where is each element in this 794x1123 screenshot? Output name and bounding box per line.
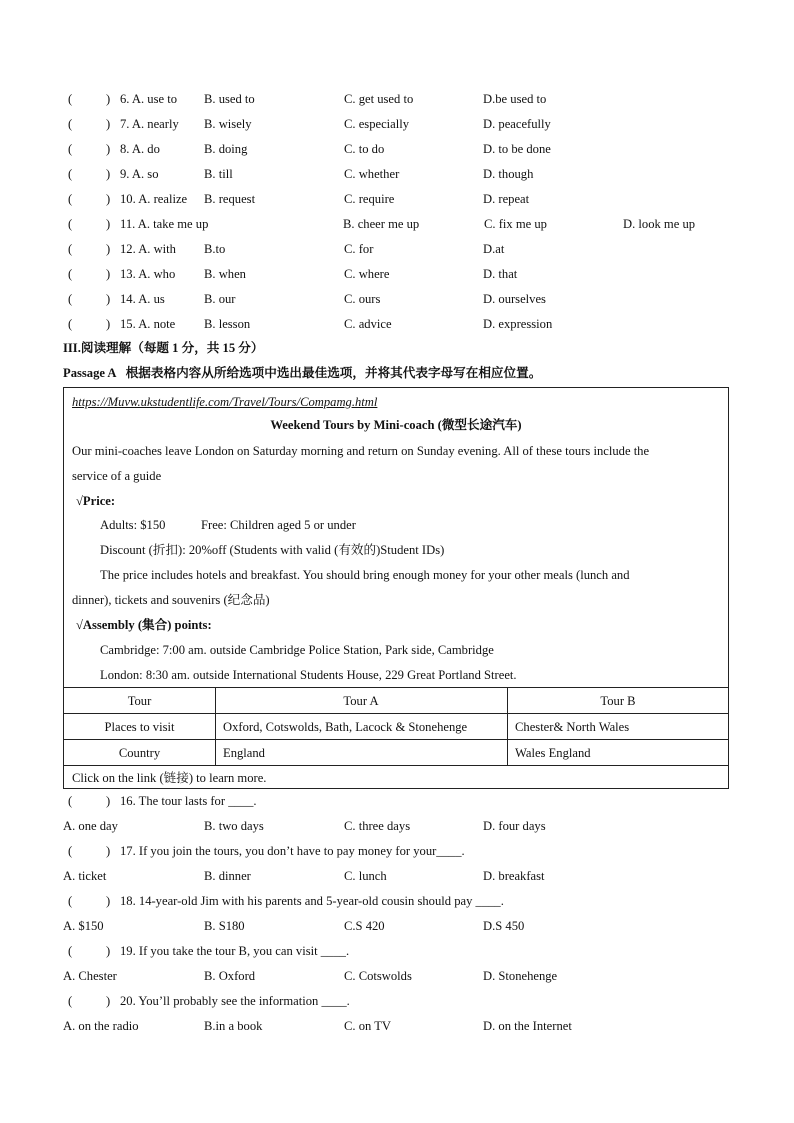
option-d: D.S 450 — [483, 919, 525, 933]
option-b: B. request — [204, 192, 256, 206]
option-c: C. for — [344, 242, 374, 256]
option-d: D. ourselves — [483, 292, 546, 306]
ad-url-link[interactable]: https://Muvw.ukstudentlife.com/Travel/Tours/Compamg.html — [72, 395, 378, 409]
price-free: Free: Children aged 5 or under — [201, 518, 356, 532]
option-d: D. that — [483, 267, 518, 281]
question-stem: 19. If you take the tour B, you can visit ____. — [120, 944, 350, 958]
table-border-row-1 — [64, 713, 728, 714]
option-c: C. whether — [344, 167, 400, 181]
answer-bracket-open[interactable]: ( — [68, 894, 73, 908]
passage-header — [63, 365, 541, 381]
option-d: D. though — [483, 167, 534, 181]
option-c: C. fix me up — [484, 217, 547, 231]
option-a: 12. A. with — [120, 242, 176, 256]
question-stem: 16. The tour lasts for ____. — [120, 794, 257, 808]
option-c: C. three days — [344, 819, 411, 833]
option-a: 6. A. use to — [120, 92, 178, 106]
option-b: B. S180 — [204, 919, 245, 933]
option-c: C. ours — [344, 292, 381, 306]
question-stem: 17. If you join the tours, you don’t have to pay money for your____. — [120, 844, 465, 858]
option-b: B. Oxford — [204, 969, 256, 983]
option-a: A. Chester — [63, 969, 117, 983]
option-d: D. Stonehenge — [483, 969, 558, 983]
option-d: D.be used to — [483, 92, 547, 106]
answer-bracket-close: ) — [106, 844, 111, 858]
option-b: B. dinner — [204, 869, 251, 883]
option-c: C.S 420 — [344, 919, 385, 933]
option-a: 8. A. do — [120, 142, 160, 156]
option-b: B. when — [204, 267, 246, 281]
option-a: 9. A. so — [120, 167, 159, 181]
table-cell: Country — [118, 746, 161, 760]
answer-bracket-open[interactable]: ( — [68, 217, 73, 231]
price-includes-line-1: The price includes hotels and breakfast. You should bring enough money for your other meals (lunch and — [100, 568, 630, 582]
answer-bracket-open[interactable]: ( — [68, 994, 73, 1008]
answer-bracket-open[interactable]: ( — [68, 242, 73, 256]
question-stem: 18. 14-year-old Jim with his parents and 5-year-old cousin should pay ____. — [120, 894, 504, 908]
table-cell: England — [223, 746, 265, 760]
answer-bracket-close: ) — [106, 944, 111, 958]
answer-bracket-close: ) — [106, 894, 111, 908]
option-a: 10. A. realize — [120, 192, 188, 206]
option-d: D. four days — [483, 819, 546, 833]
table-cell: Chester& North Wales — [515, 720, 630, 734]
passage-instruction: 根据表格内容从所给选项中选出最佳选项，并将其代表字母写在相应位置。 — [125, 366, 542, 380]
table-header-cell: Tour — [127, 694, 152, 708]
answer-bracket-close: ) — [106, 117, 111, 131]
answer-bracket-open[interactable]: ( — [68, 267, 73, 281]
table-header-cell: Tour A — [343, 694, 379, 708]
option-c: C. lunch — [344, 869, 387, 883]
answer-bracket-close: ) — [106, 292, 111, 306]
option-c: C. Cotswolds — [344, 969, 412, 983]
answer-bracket-close: ) — [106, 994, 111, 1008]
option-d: D. look me up — [623, 217, 696, 231]
answer-bracket-open[interactable]: ( — [68, 167, 73, 181]
option-c: C. on TV — [344, 1019, 391, 1033]
answer-bracket-close: ) — [106, 267, 111, 281]
option-c: C. require — [344, 192, 395, 206]
answer-bracket-close: ) — [106, 242, 111, 256]
answer-bracket-open[interactable]: ( — [68, 794, 73, 808]
option-d: D. peacefully — [483, 117, 551, 131]
ad-intro-line-2: service of a guide — [72, 469, 162, 483]
answer-bracket-close: ) — [106, 217, 111, 231]
answer-bracket-close: ) — [106, 192, 111, 206]
table-border-bottom — [64, 765, 728, 766]
option-a: A. $150 — [63, 919, 104, 933]
option-b: B. lesson — [204, 317, 251, 331]
option-b: B. used to — [204, 92, 255, 106]
tour-advertisement — [63, 387, 729, 789]
passage-label: Passage A — [63, 366, 117, 380]
table-border-row-2 — [64, 739, 728, 740]
answer-bracket-close: ) — [106, 92, 111, 106]
option-a: A. ticket — [63, 869, 107, 883]
answer-bracket-open[interactable]: ( — [68, 92, 73, 106]
ad-footer: Click on the link (链接) to learn more. — [72, 771, 267, 785]
assembly-cambridge: Cambridge: 7:00 am. outside Cambridge Police Station, Park side, Cambridge — [100, 643, 494, 657]
ad-title: Weekend Tours by Mini-coach (微型长途汽车) — [270, 418, 522, 432]
option-c: C. advice — [344, 317, 392, 331]
option-b: B. two days — [204, 819, 264, 833]
option-d: D. repeat — [483, 192, 530, 206]
option-c: C. to do — [344, 142, 385, 156]
option-a: 7. A. nearly — [120, 117, 179, 131]
price-heading: √Price: — [76, 494, 116, 508]
table-header-cell: Tour B — [600, 694, 636, 708]
ad-intro-line-1: Our mini-coaches leave London on Saturday morning and return on Sunday evening. All of these tours include the — [72, 444, 650, 458]
option-b: B.in a book — [204, 1019, 263, 1033]
option-a: A. one day — [63, 819, 118, 833]
answer-bracket-open[interactable]: ( — [68, 844, 73, 858]
option-a: A. on the radio — [63, 1019, 139, 1033]
assembly-london: London: 8:30 am. outside International Students House, 229 Great Portland Street. — [100, 668, 517, 682]
question-stem: 20. You’ll probably see the information ____. — [120, 994, 350, 1008]
option-b: B.to — [204, 242, 226, 256]
table-cell: Places to visit — [104, 720, 175, 734]
section-title: III.阅读理解（每题 1 分，共 15 分） — [63, 341, 264, 355]
answer-bracket-open[interactable]: ( — [68, 292, 73, 306]
option-b: B. till — [204, 167, 233, 181]
price-includes-line-2: dinner), tickets and souvenirs (纪念品) — [72, 593, 270, 607]
option-a: 13. A. who — [120, 267, 176, 281]
answer-bracket-open[interactable]: ( — [68, 142, 73, 156]
price-adults: Adults: $150 — [100, 518, 166, 532]
option-d: D. on the Internet — [483, 1019, 572, 1033]
option-d: D. breakfast — [483, 869, 545, 883]
option-b: B. wisely — [204, 117, 252, 131]
option-b: B. our — [204, 292, 236, 306]
option-b: B. doing — [204, 142, 248, 156]
option-d: D. expression — [483, 317, 553, 331]
answer-bracket-close: ) — [106, 142, 111, 156]
answer-bracket-open[interactable]: ( — [68, 192, 73, 206]
option-c: C. where — [344, 267, 390, 281]
answer-bracket-close: ) — [106, 794, 111, 808]
option-a: 14. A. us — [120, 292, 165, 306]
option-d: D.at — [483, 242, 505, 256]
assembly-heading: √Assembly (集合) points: — [76, 618, 212, 632]
answer-bracket-open[interactable]: ( — [68, 317, 73, 331]
table-cell: Oxford, Cotswolds, Bath, Lacock & Stonehenge — [223, 720, 468, 734]
option-a: 11. A. take me up — [120, 217, 209, 231]
table-border-top — [64, 687, 728, 688]
answer-bracket-close: ) — [106, 317, 111, 331]
answer-bracket-open[interactable]: ( — [68, 117, 73, 131]
option-d: D. to be done — [483, 142, 551, 156]
answer-bracket-open[interactable]: ( — [68, 944, 73, 958]
answer-bracket-close: ) — [106, 167, 111, 181]
option-a: 15. A. note — [120, 317, 176, 331]
price-discount: Discount (折扣): 20%off (Students with valid (有效的)Student IDs) — [100, 543, 445, 557]
option-c: C. get used to — [344, 92, 414, 106]
table-cell: Wales England — [515, 746, 591, 760]
option-c: C. especially — [344, 117, 410, 131]
option-b: B. cheer me up — [343, 217, 420, 231]
